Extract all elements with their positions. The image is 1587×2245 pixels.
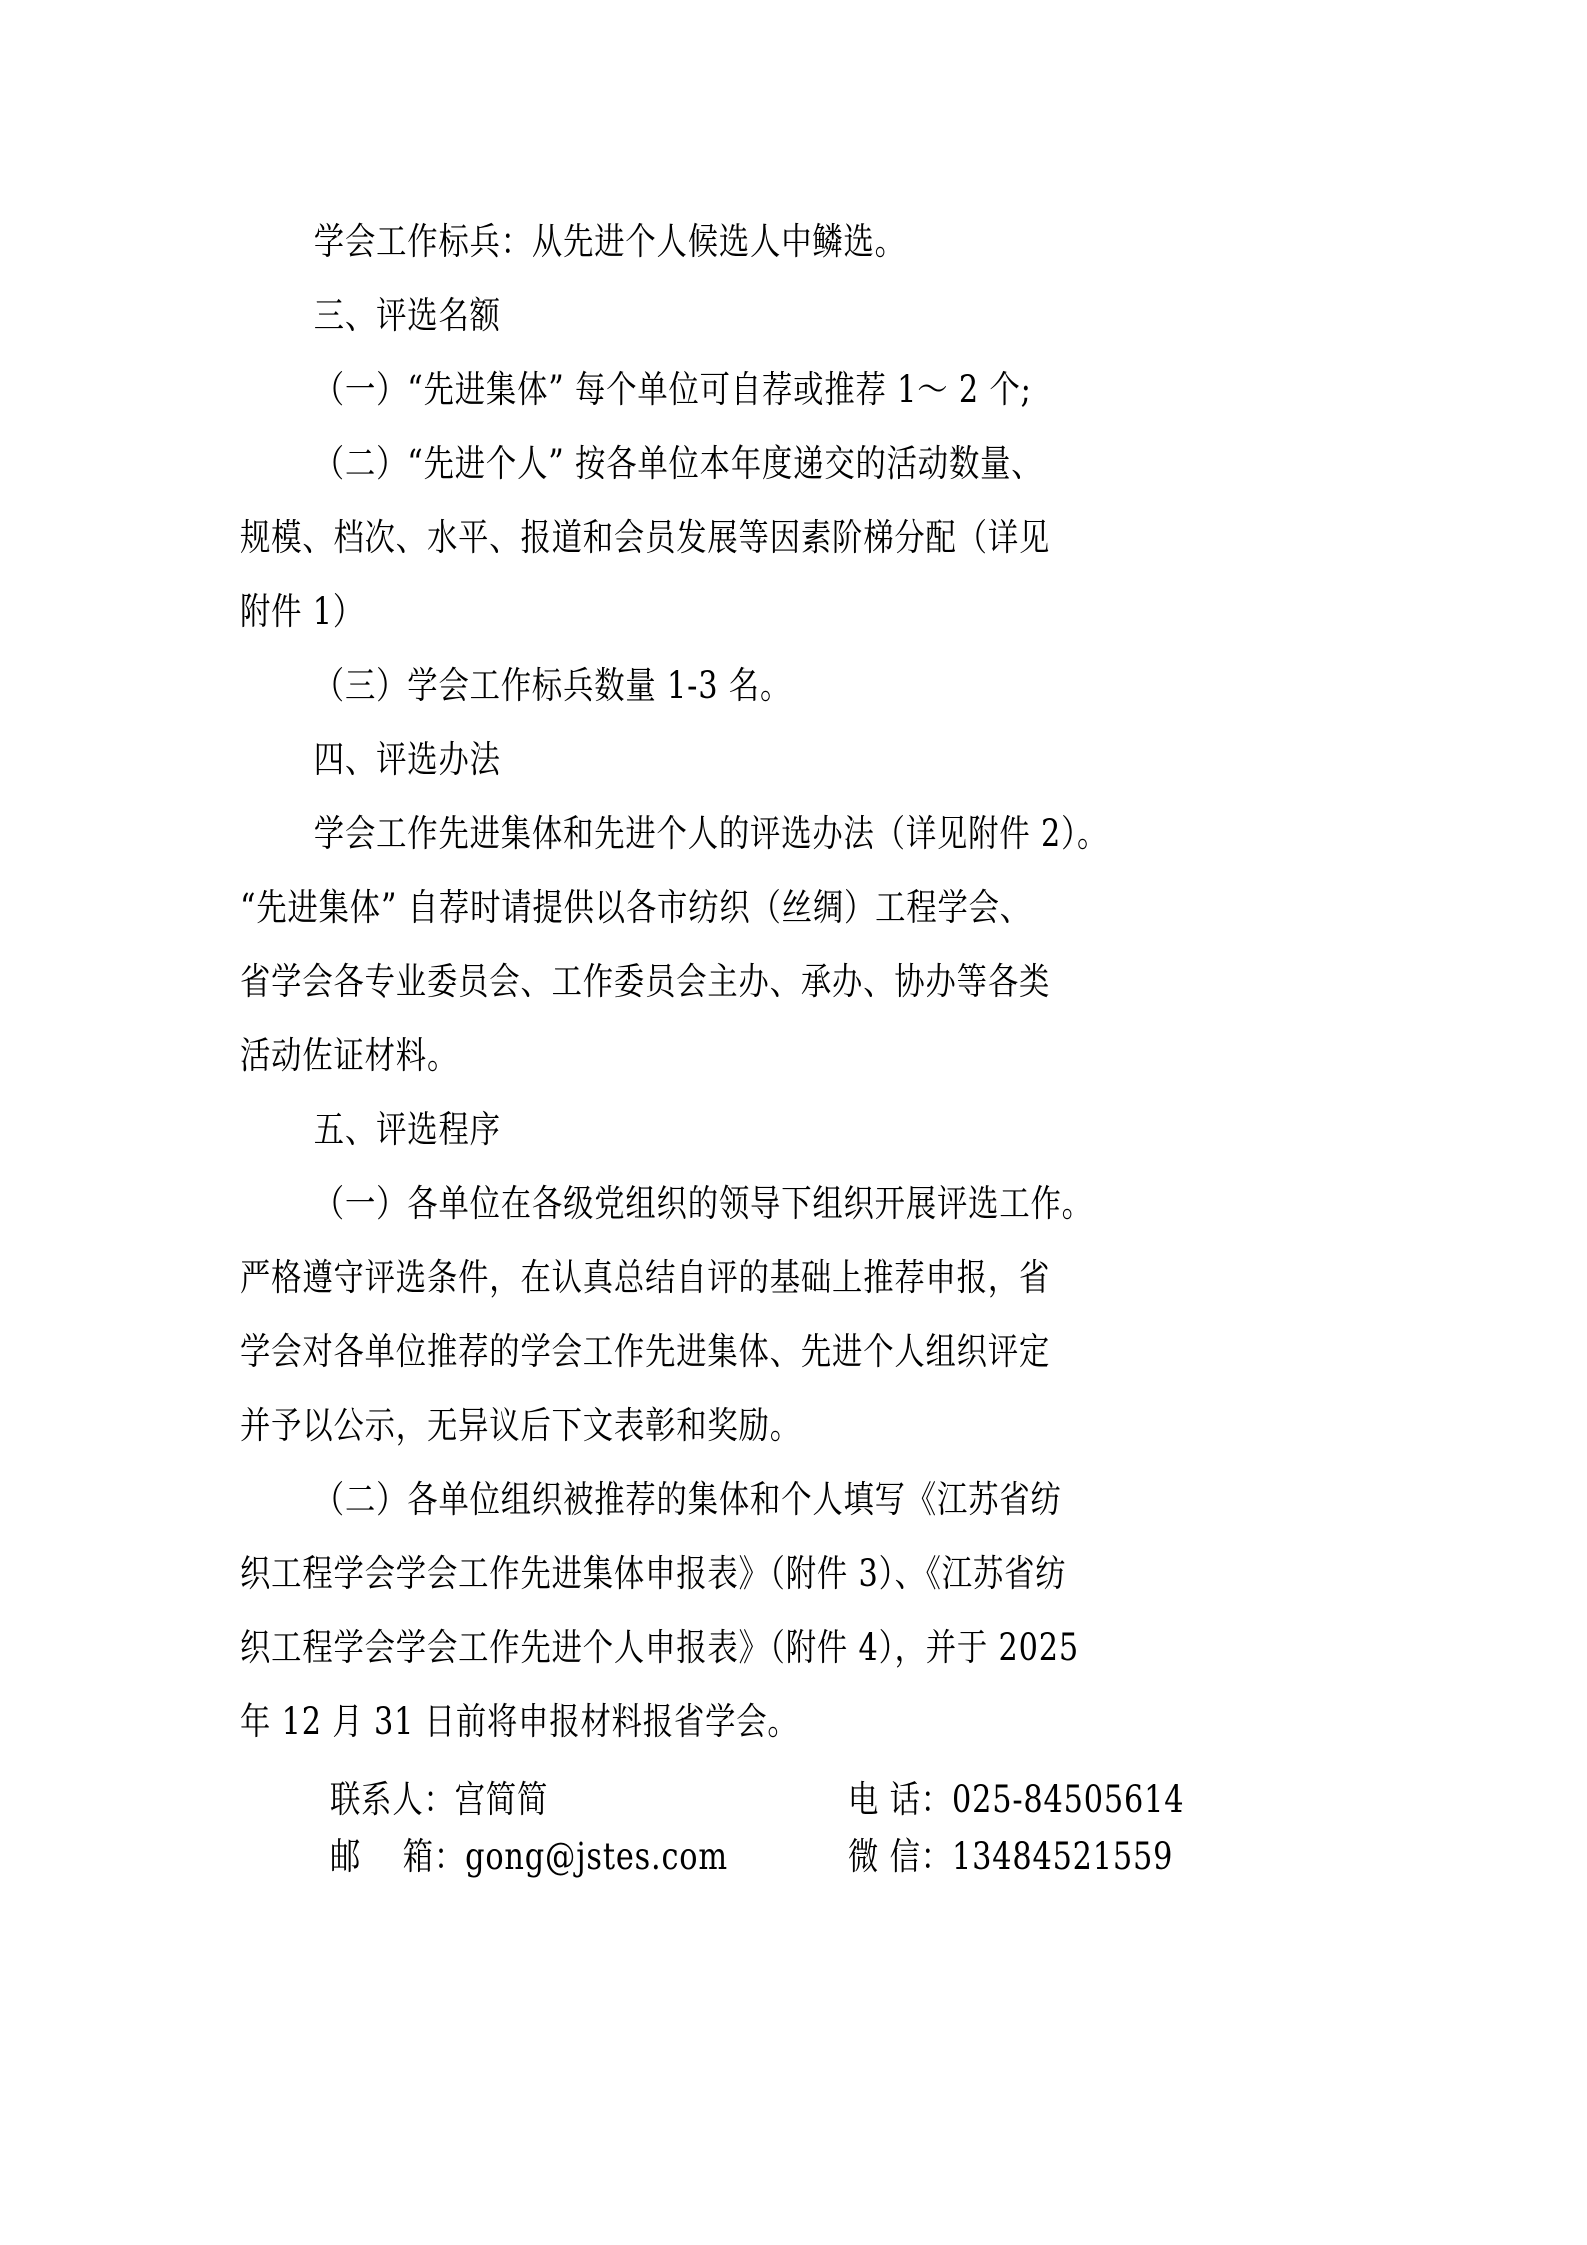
paragraph-line: （三）学会工作标兵数量 1-3 名。	[313, 664, 792, 707]
paragraph-line: （二）“先进个人” 按各单位本年度递交的活动数量、	[313, 442, 1043, 485]
paragraph-line: 活动佐证材料。	[240, 1034, 459, 1077]
paragraph-line: 年 12 月 31 日前将申报材料报省学会。	[240, 1700, 799, 1743]
contact-email-value: gong@jstes.com	[465, 1835, 728, 1878]
paragraph-line: 附件 1）	[240, 590, 365, 633]
paragraph-line: （一）“先进集体” 每个单位可自荐或推荐 1～ 2 个;	[313, 368, 1032, 411]
paragraph-line: 并予以公示，无异议后下文表彰和奖励。	[240, 1404, 801, 1447]
paragraph-line: 学会对各单位推荐的学会工作先进集体、先进个人组织评定	[240, 1330, 1051, 1373]
contact-wechat	[848, 1828, 1173, 1885]
contact-wechat-label: 微 信：	[848, 1835, 952, 1878]
contact-person-value: 宫简简	[454, 1778, 549, 1821]
paragraph-line: 学会工作先进集体和先进个人的评选办法（详见附件 2）。	[313, 812, 1109, 855]
section-heading-method: 四、评选办法	[313, 738, 501, 781]
contact-wechat-value: 13484521559	[951, 1835, 1174, 1878]
paragraph-line: 织工程学会学会工作先进个人申报表》（附件 4），并于 2025	[240, 1626, 1080, 1669]
paragraph-line: （一）各单位在各级党组织的领导下组织开展评选工作。	[313, 1182, 1093, 1225]
contact-person-label: 联系人：	[330, 1778, 455, 1821]
contact-email	[330, 1828, 728, 1885]
section-heading-procedure: 五、评选程序	[313, 1108, 501, 1151]
contact-phone	[848, 1771, 1184, 1828]
contact-person	[330, 1771, 548, 1828]
contact-row-person-phone	[240, 1771, 1350, 1828]
contact-email-label: 邮 箱：	[330, 1835, 466, 1878]
paragraph-line: 省学会各专业委员会、工作委员会主办、承办、协办等各类	[240, 960, 1051, 1003]
section-heading-quota: 三、评选名额	[313, 294, 501, 337]
contact-block	[240, 1771, 1350, 1885]
paragraph-line: 规模、档次、水平、报道和会员发展等因素阶梯分配（详见	[240, 516, 1051, 559]
paragraph-line: （二）各单位组织被推荐的集体和个人填写《江苏省纺	[313, 1478, 1062, 1521]
contact-phone-label: 电 话：	[848, 1778, 952, 1821]
contact-phone-value: 025-84505614	[951, 1778, 1185, 1821]
paragraph-line: 严格遵守评选条件，在认真总结自评的基础上推荐申报，省	[240, 1256, 1051, 1299]
paragraph-line: 学会工作标兵：从先进个人候选人中鳞选。	[313, 220, 906, 263]
paragraph-line: 织工程学会学会工作先进集体申报表》（附件 3）、《江苏省纺	[240, 1552, 1067, 1595]
paragraph-line: “先进集体” 自荐时请提供以各市纺织（丝绸）工程学会、	[240, 886, 1031, 929]
document-page	[240, 205, 1350, 1885]
contact-row-email-wechat	[240, 1828, 1350, 1885]
